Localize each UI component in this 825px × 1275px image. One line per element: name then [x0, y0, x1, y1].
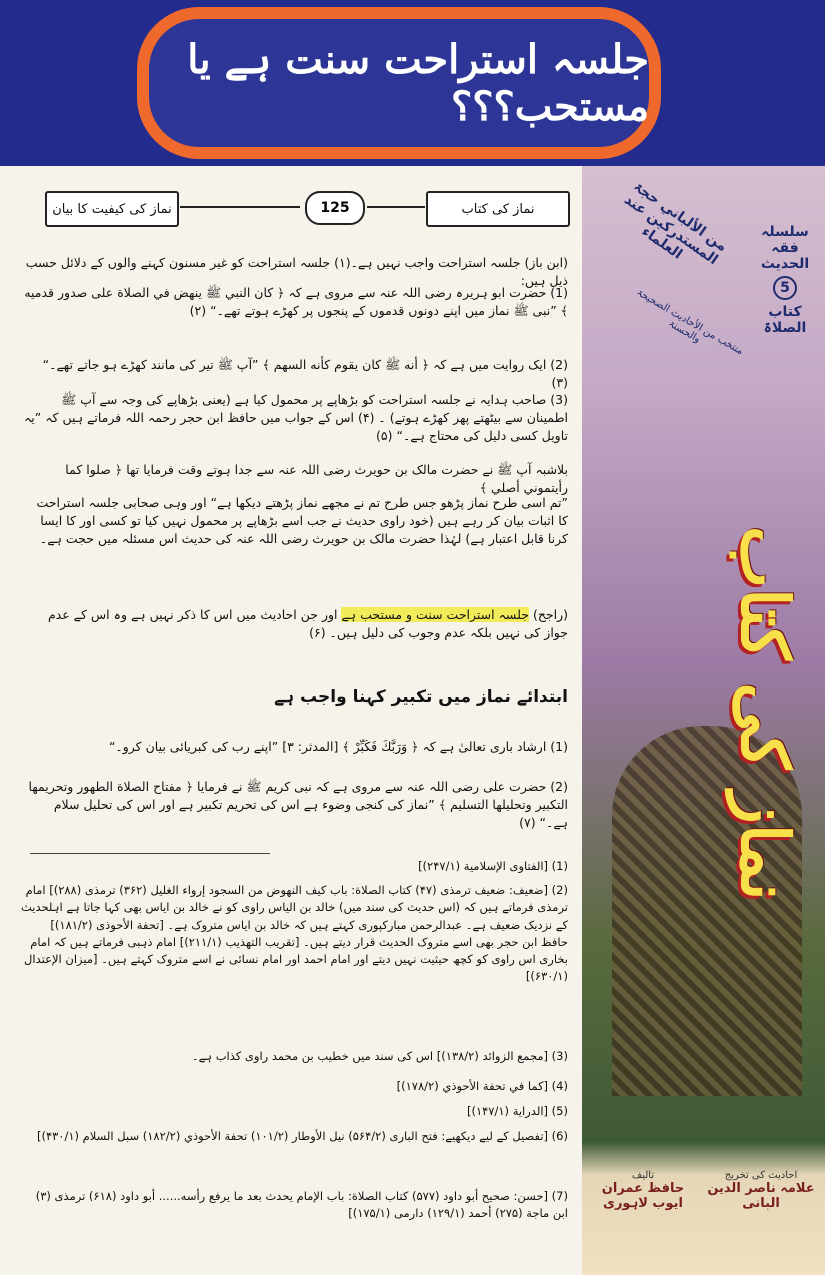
rajih-highlight: جلسہ استراحت سنت و مستحب ہے — [341, 607, 529, 622]
series-number: 5 — [773, 276, 797, 300]
author2-name: حافظ عمران ایوب لاہوری — [601, 1181, 685, 1211]
author-imran — [588, 1170, 698, 1211]
book-page — [0, 166, 590, 1275]
section-heading: ابتدائے نماز میں تکبیر کہنا واجب ہے — [274, 687, 568, 707]
author1-name: علامہ ناصر الدین البانی — [707, 1181, 815, 1211]
author1-label: احادیث کی تخریج — [724, 1170, 798, 1181]
series-label — [752, 224, 818, 336]
footnote-divider — [30, 853, 270, 854]
footnote: (1) [الفتاوى الإسلامية (۲۴۷/۱)] — [418, 859, 568, 873]
footnote: (7) [حسن: صحیح أبو داود (۵۷۷) کتاب الصلاة: باب الإمام يحدث بعد ما يرفع رأسه...... أبو داود (۶۱۸) ترمذی (۳) ابن ماجة (۲۷۵) أحمد (۱۲۹/۱) دارمی (۱۷۵/۱)] — [35, 1189, 568, 1221]
cover-arch-text: من الألباني حجۃ المستدرکین عند العلماء — [621, 178, 730, 269]
footnote: (6) [تفصیل کے لیے دیکھیے: فتح الباری (۵۶۴/۲) نیل الأوطار (۱۰۱/۲) تحفة الأحوذي (۱۸۲/۲) سبل السلام (۴۳۰/۱)] — [36, 1129, 568, 1143]
ornament-right — [367, 206, 425, 208]
footnote: (2) [ضعيف: ضعيف ترمذی (۴۷) كتاب الصلاة: باب كيف النهوض من السجود إرواء الغليل (۳۶۲) ترمذی (۲۸۸)] امام ترمذی فرماتے ہیں کہ (اس حدیث کی سند میں) خالد بن الیاس راوی کو نے خالد بن ایاس بھی کہا جاتا ہے اہلحدیث کے نزدیک ضعیف ہے۔ عبدالرحمن مبارکپوری کہتے ہیں کہ خالد بن ایاس متروک ہے۔ [تحفة الأحوذی (۱۸۱/۲)] حافظ ابن حجر بھی اسے متروک الحدیث قرار دیتے ہیں۔ [تقریب التهذیب (۲۱۱/۱)] امام ذہبی فرماتے ہیں کہ امام بخاری اس راوی کو کچھ حیثیت نہیں دیتے اور امام احمد اور امام نسائی نے اسے متروک کہتے ہیں۔ [میزان الإعتدال (۶۳۰/۱)] — [20, 883, 568, 984]
paragraph-evidence-3: (3) صاحب ہدایہ نے جلسہ استراحت کو بڑھاپے پر محمول کیا ہے (یعنی بڑھاپے کی وجہ سے آپ ﷺ اطمینان سے بیٹھتے پھر کھڑے ہوتے) ۔ (۴) اس کے جواب میں حافظ ابن حجر رحمہ اللہ فرماتے ہیں کہ ”یہ تاویل کسی دلیل کی محتاج ہے۔“ (۵) — [23, 392, 568, 444]
paragraph-evidence-1: (1) حضرت ابو ہریرہ رضی اللہ عنہ سے مروی ہے کہ ﴿ كان النبي ﷺ ينهض في الصلاة على صدور قدميه ﴾ ”نبی ﷺ نماز میں اپنے دونوں قدموں کے پنجوں پر کھڑے ہوتے تھے۔“ (۲) — [24, 285, 568, 319]
title-banner — [0, 0, 825, 166]
author-albani — [702, 1170, 820, 1211]
chapter-box: نماز کی کیفیت کا بیان — [45, 191, 179, 227]
rajih-label: (راجح) — [532, 607, 568, 622]
page-number: 125 — [305, 191, 365, 225]
series-title: کتاب الصلاۃ — [763, 304, 807, 336]
footnote: (4) [كما في تحفة الأحوذي (۱۷۸/۲)] — [396, 1079, 568, 1093]
paragraph-evidence-2: (2) ایک روایت میں ہے کہ ﴿ أنه ﷺ كان يقوم كأنه السهم ﴾ ”آپ ﷺ تیر کی مانند کھڑے ہو جاتے تھے۔“ (۳) — [42, 357, 568, 391]
paragraph-preferred — [23, 606, 568, 642]
footnote: (5) [الدراية (۱۴۷/۱)] — [466, 1104, 568, 1118]
book-title: نماز کی کتاب — [726, 526, 804, 901]
series-word: سلسلہ — [761, 224, 809, 240]
title-pill — [137, 7, 661, 159]
cover-arch-subtext: منتخب من الأحادیث الصحیحۃ والحسنۃ — [634, 287, 745, 358]
paragraph-takbir-2: (2) حضرت علی رضی اللہ عنہ سے مروی ہے کہ نبی کریم ﷺ نے فرمایا ﴿ مفتاح الصلاة الطهور وتحريمها التكبير وتحليلها التسليم ﴾ ”نماز کی کنجی وضوء ہے اس کی تحریم تکبیر ہے اور اس کی تحلیل سلام ہے۔“ (۷) — [28, 779, 568, 831]
rajih-rest: اور جن احادیث میں اس کا ذکر نہیں ہے وہ اس کے عدم جواز کی نہیں بلکہ عدم وجوب کی دلیل ہیں۔ (۶) — [47, 607, 568, 641]
paragraph-response-cont: ”تم اسی طرح نماز پڑھو جس طرح تم نے مجھے نماز پڑھتے دیکھا ہے“ اور وہی صحابی جلسہ استراحت کا اثبات بیان کر رہے ہیں (خود راوی حدیث نے جب اسے بڑھاپے پر محمول نہیں کیا تو کسی اور کا ایسا کرنا قابل اعتبار ہے) لہٰذا حضرت مالک بن حویرث رضی اللہ عنہ کی حدیث اس مسئلہ میں حجت ہے۔ — [36, 495, 568, 547]
author2-label: تالیف — [631, 1170, 655, 1181]
banner-title: جلسہ استراحت سنت ہے یا مستحب؟؟؟ — [187, 36, 649, 130]
page-header — [35, 188, 570, 228]
ornament-left — [180, 206, 300, 208]
paragraph-intro: (ابن باز) جلسہ استراحت واجب نہیں ہے۔(۱) جلسہ استراحت کو غیر مسنون کہنے والوں کے دلائل حسب ذیل ہیں: — [25, 255, 568, 289]
paragraph-takbir-1: (1) ارشاد باری تعالیٰ ہے کہ ﴿ وَرَبَّكَ فَكَبِّرْ ﴾ [المدثر: ۳] ”اپنے رب کی کبریائی بیان کرو۔“ — [108, 739, 568, 754]
book-cover — [582, 166, 825, 1275]
book-title-box: نماز کی کتاب — [426, 191, 570, 227]
series-name: فقہ الحدیث — [760, 240, 810, 272]
paragraph-response: بلاشبہ آپ ﷺ نے حضرت مالک بن حویرث رضی اللہ عنہ سے جدا ہوتے وقت فرمایا تھا ﴿ صلوا كما رأيتموني أصلي ﴾ — [65, 462, 568, 496]
footnote: (3) [مجمع الزوائد (۱۳۸/۲)] اس کی سند میں خطیب بن محمد راوی کذاب ہے۔ — [191, 1049, 568, 1063]
